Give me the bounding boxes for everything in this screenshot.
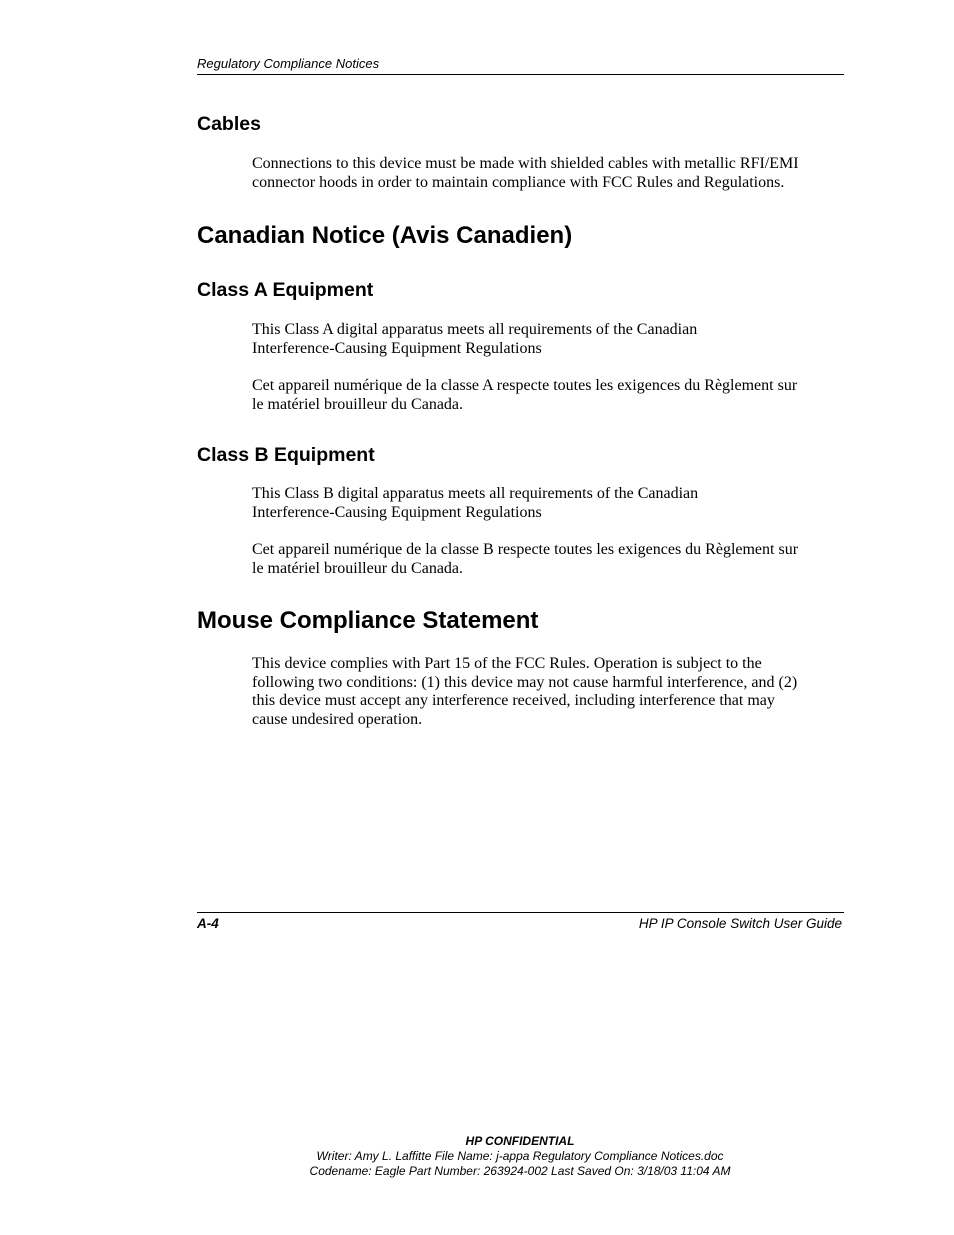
mouse-line-1: This device complies with Part 15 of the FCC Rules. Operation is subject to the [252,655,762,672]
confidential-codename-line: Codename: Eagle Part Number: 263924-002 Last Saved On: 3/18/03 11:04 AM [309,1164,731,1178]
running-header [197,56,844,75]
class-b-fr-line-1: Cet appareil numérique de la classe B respecte toutes les exigences du Règlement sur [252,541,799,558]
class-a-fr-line-2: le matériel brouilleur du Canada. [252,395,464,413]
mouse-line-2: following two conditions: (1) this device may not cause harmful interference, and (2) [252,673,798,691]
class-a-heading: Class A Equipment [197,279,374,301]
confidential-block [0,1134,954,1179]
class-a-french-paragraph [252,377,847,414]
cables-paragraph [252,155,847,192]
mouse-line-3: this device must accept any interference received, including interference that may [252,692,775,710]
guide-title: HP IP Console Switch User Guide [638,916,842,931]
canadian-notice-heading: Canadian Notice (Avis Canadien) [197,222,573,249]
mouse-compliance-heading: Mouse Compliance Statement [197,607,539,634]
class-b-en-line-1: This Class B digital apparatus meets all requirements of the Canadian [252,485,699,502]
page-number: A-4 [197,916,219,931]
class-b-heading: Class B Equipment [197,444,375,466]
class-b-fr-line-2: le matériel brouilleur du Canada. [252,559,464,577]
class-a-english-paragraph [252,321,847,358]
class-a-fr-line-1: Cet appareil numérique de la classe A respecte toutes les exigences du Règlement sur [252,377,798,394]
cables-line-1: Connections to this device must be made with shielded cables with metallic RFI/EMI [252,155,799,172]
mouse-line-4: cause undesired operation. [252,710,423,728]
class-a-en-line-1: This Class A digital apparatus meets all requirements of the Canadian [252,321,698,338]
class-b-french-paragraph [252,541,847,578]
running-header-title: Regulatory Compliance Notices [197,56,380,71]
class-a-en-line-2: Interference-Causing Equipment Regulations [252,339,542,357]
cables-line-2: connector hoods in order to maintain compliance with FCC Rules and Regulations. [252,173,785,191]
class-b-en-line-2: Interference-Causing Equipment Regulations [252,503,542,521]
cables-heading: Cables [197,113,261,135]
running-footer [197,912,844,933]
class-b-english-paragraph [252,485,847,522]
confidential-title: HP CONFIDENTIAL [465,1134,575,1148]
mouse-compliance-paragraph [252,655,847,729]
confidential-writer-line: Writer: Amy L. Laffitte File Name: j-appa Regulatory Compliance Notices.doc [316,1149,724,1163]
